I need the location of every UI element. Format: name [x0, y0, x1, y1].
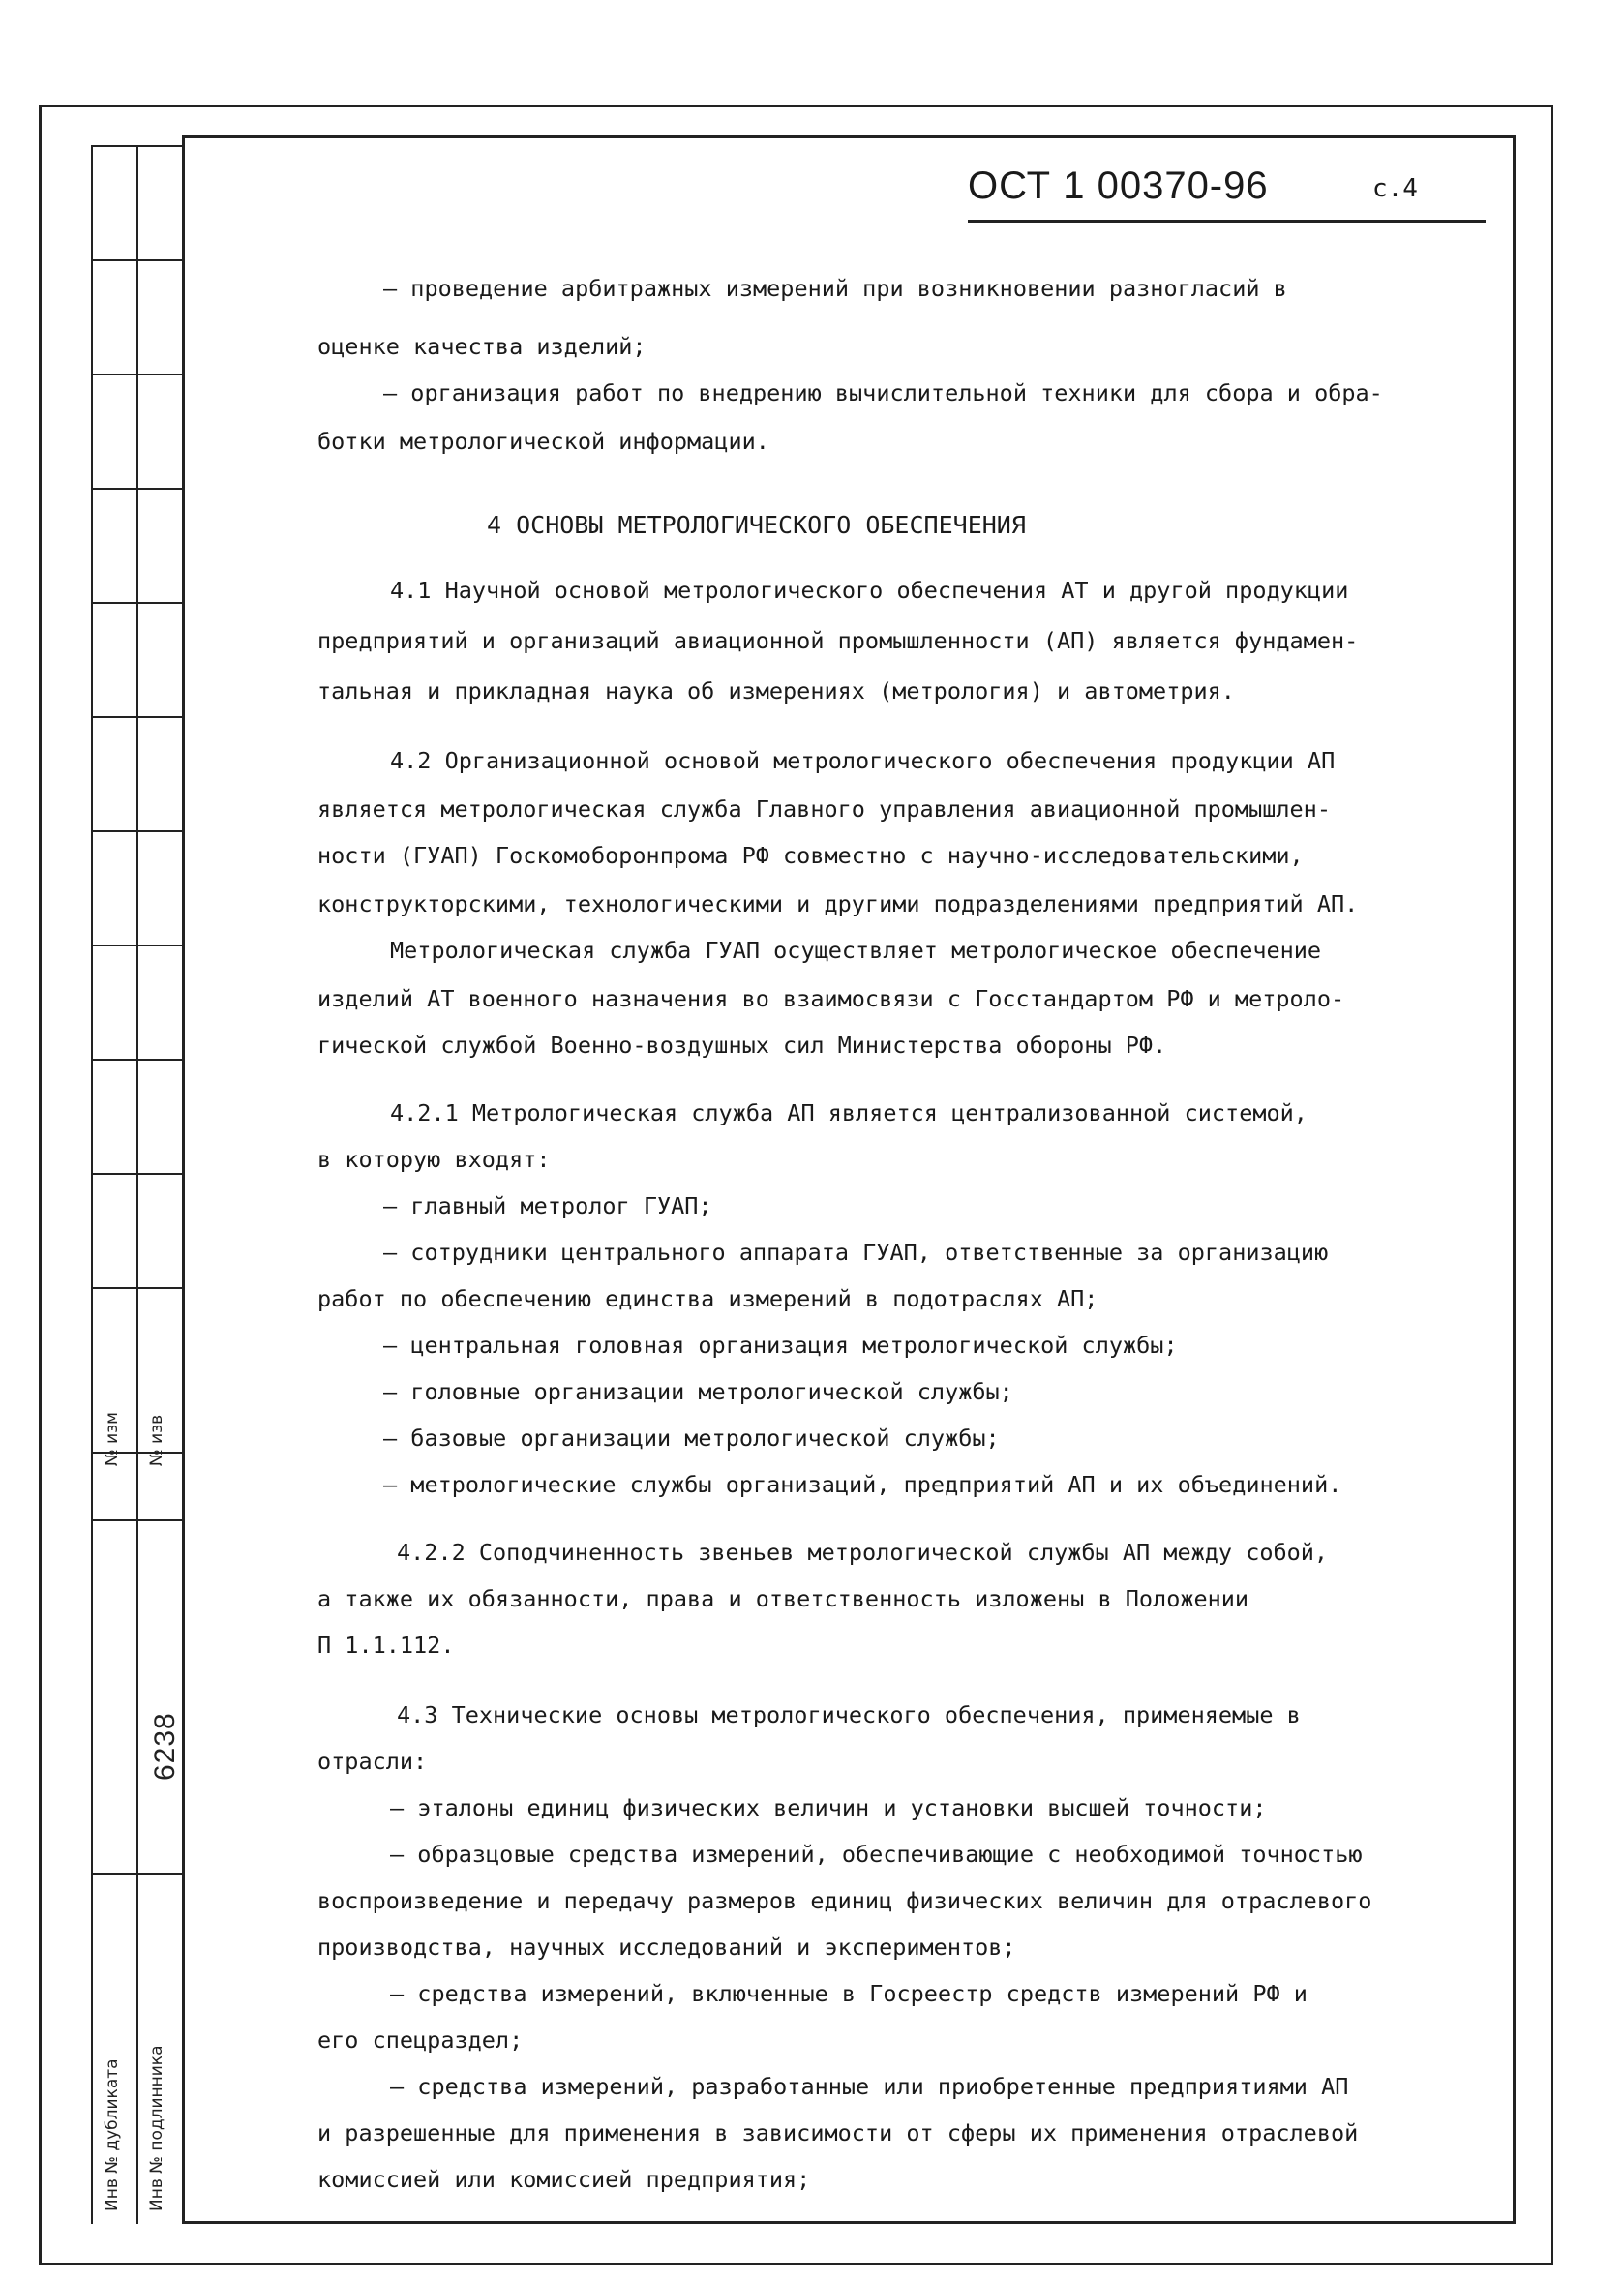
body-line: а также их обязанности, права и ответственность изложены в Положении — [317, 1585, 1249, 1612]
body-line: работ по обеспечению единства измерений в подотраслях АП; — [317, 1285, 1098, 1312]
body-line: П 1.1.112. — [317, 1632, 455, 1659]
stamp-cell — [91, 1519, 182, 1521]
body-line: – организация работ по внедрению вычислительной техники для сбора и обра- — [383, 379, 1383, 406]
izv-number-label: № изв — [147, 1414, 166, 1466]
body-line: – проведение арбитражных измерений при возникновении разногласий в — [383, 275, 1287, 302]
stamp-cell — [91, 716, 182, 718]
section-heading: 4 ОСНОВЫ МЕТРОЛОГИЧЕСКОГО ОБЕСПЕЧЕНИЯ — [487, 511, 1026, 539]
body-line: и разрешенные для применения в зависимости от сферы их применения отраслевой — [317, 2119, 1359, 2146]
body-line: конструкторскими, технологическими и другими подразделениями предприятий АП. — [317, 890, 1359, 917]
body-line: 4.2.1 Метрологическая служба АП является централизованной системой, — [390, 1099, 1308, 1126]
stamp-cell — [91, 1059, 182, 1061]
document-header — [968, 165, 1486, 223]
stamp-cell — [91, 1173, 182, 1175]
stamp-column-right — [136, 145, 182, 2224]
body-line: – главный метролог ГУАП; — [383, 1192, 712, 1219]
body-line: в которую входят: — [317, 1146, 551, 1173]
body-line: – эталоны единиц физических величин и установки высшей точности; — [390, 1794, 1267, 1821]
body-line: изделий АТ военного назначения во взаимосвязи с Госстандартом РФ и метроло- — [317, 985, 1345, 1012]
body-line: – средства измерений, включенные в Госреестр средств измерений РФ и — [390, 1980, 1308, 2007]
stamp-cell — [91, 488, 182, 490]
body-line: – образцовые средства измерений, обеспечивающие с необходимой точностью — [390, 1841, 1363, 1868]
body-line: 4.2 Организационной основой метрологического обеспечения продукции АП — [390, 747, 1336, 774]
inv-duplicate-label: Инв № дубликата — [103, 2058, 122, 2211]
body-line: отрасли: — [317, 1748, 428, 1775]
inventory-number: 6238 — [149, 1712, 181, 1781]
body-line: – сотрудники центрального аппарата ГУАП, ответственные за организацию — [383, 1239, 1329, 1266]
body-line: – метрологические службы организаций, предприятий АП и их объединений. — [383, 1471, 1342, 1498]
inv-original-label: Инв № подлинника — [147, 2045, 166, 2211]
body-line: комиссией или комиссией предприятия; — [317, 2166, 811, 2193]
body-line: 4.1 Научной основой метрологического обеспечения АТ и другой продукции — [390, 577, 1349, 604]
stamp-cell — [91, 945, 182, 946]
body-line: ности (ГУАП) Госкомоборонпрома РФ совместно с научно-исследовательскими, — [317, 842, 1304, 869]
body-line: Метрологическая служба ГУАП осуществляет метрологическое обеспечение — [390, 937, 1322, 964]
stamp-cell — [91, 1287, 182, 1289]
standard-code: ОСТ 1 00370-96 — [968, 165, 1269, 207]
body-line: – базовые организации метрологической службы; — [383, 1425, 1000, 1452]
stamp-cell — [91, 602, 182, 604]
body-line: 4.3 Технические основы метрологического обеспечения, применяемые в — [397, 1701, 1301, 1728]
side-stamp-strip — [91, 145, 182, 2224]
body-line: оценке качества изделий; — [317, 333, 647, 360]
body-line: является метрологическая служба Главного управления авиационной промышлен- — [317, 795, 1331, 823]
body-line: ботки метрологической информации. — [317, 428, 769, 455]
stamp-column-left — [91, 145, 136, 2224]
body-line: производства, научных исследований и экспериментов; — [317, 1934, 1016, 1961]
body-line: 4.2.2 Соподчиненность звеньев метрологической службы АП между собой, — [397, 1539, 1329, 1566]
body-line: гической службой Военно-воздушных сил Министерства обороны РФ. — [317, 1032, 1167, 1059]
stamp-cell — [91, 145, 182, 147]
page-number: с.4 — [1372, 174, 1418, 203]
stamp-cell — [91, 1873, 182, 1875]
body-line: воспроизведение и передачу размеров единиц физических величин для отраслевого — [317, 1887, 1372, 1914]
body-line: – центральная головная организация метрологической службы; — [383, 1332, 1178, 1359]
body-line: тальная и прикладная наука об измерениях (метрология) и автометрия. — [317, 677, 1235, 705]
body-line: его спецраздел; — [317, 2026, 524, 2054]
izm-number-label: № изм — [103, 1412, 122, 1466]
body-line: предприятий и организаций авиационной промышленности (АП) является фундамен- — [317, 627, 1359, 654]
body-line: – средства измерений, разработанные или приобретенные предприятиями АП — [390, 2073, 1349, 2100]
stamp-cell — [91, 259, 182, 261]
body-line: – головные организации метрологической службы; — [383, 1378, 1013, 1405]
stamp-cell — [91, 374, 182, 375]
stamp-cell — [91, 830, 182, 832]
